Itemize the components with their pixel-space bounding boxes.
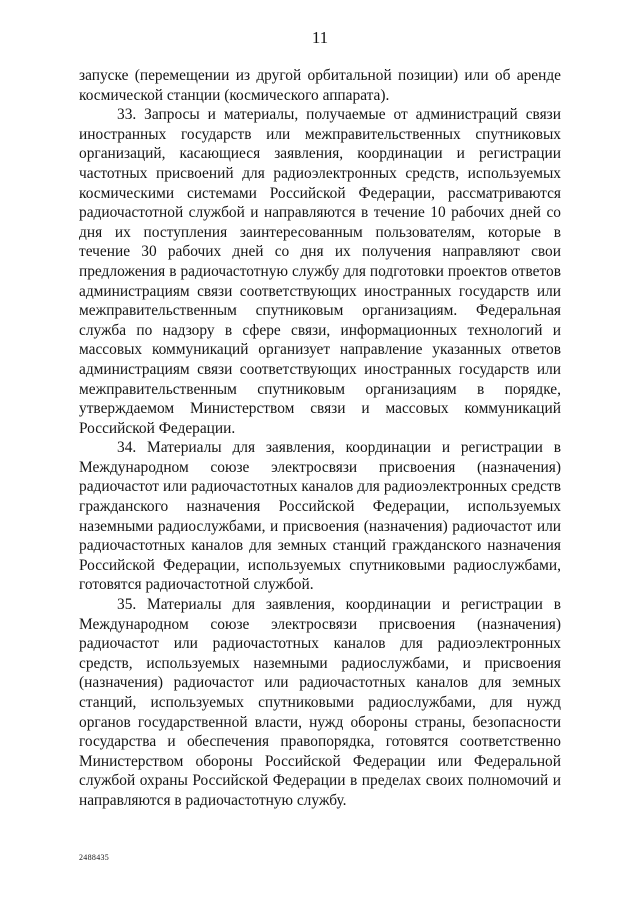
page-number: 11 [311, 28, 329, 47]
paragraph-continuation: запуске (перемещении из другой орбитальной позиции) или об аренде космической станции (космического аппарата). [79, 67, 561, 104]
paragraph-33: 33. Запросы и материалы, получаемые от администраций связи иностранных государств или межправительственных спутниковых организаций, касающиеся заявления, координации и регистрации частотных присвоений для радиоэлектронных средств, используемых космическими системами Российской Федерации, рассматриваются радиочастотной службой и направляются в течение 10 рабочих дней со дня их поступления заинтересованным пользователям, которые в течение 30 рабочих дней со дня их получения направляют свои предложения в радиочастотную службу для подготовки проектов ответов администрациям связи соответствующих иностранных государств или межправительственным спутниковым организациям. Федеральная служба по надзору в сфере связи, информационных технологий и массовых коммуникаций организует направление указанных ответов администрациям связи соответствующих иностранных государств или межправительственным спутниковым организациям в порядке, утверждаемом Министерством связи и массовых коммуникаций Российской Федерации. [79, 106, 561, 437]
document-body [79, 66, 561, 811]
paragraph-35: 35. Материалы для заявления, координации и регистрации в Международном союзе электросвязи присвоения (назначения) радиочастот или радиочастотных каналов для радиоэлектронных средств, используемых наземными радиослужбами, и присвоения (назначения) радиочастот или радиочастотных каналов для земных станций, используемых спутниковыми радиослужбами, для нужд органов государственной власти, нужд обороны страны, безопасности государства и обеспечения правопорядка, готовятся соответственно Министерством обороны Российской Федерации или Федеральной службой охраны Российской Федерации в пределах своих полномочий и направляются в радиочастотную службу. [79, 596, 561, 809]
paragraph-34: 34. Материалы для заявления, координации и регистрации в Международном союзе электросвязи присвоения (назначения) радиочастот или радиочастотных каналов для радиоэлектронных средств гражданского назначения Российской Федерации, используемых наземными радиослужбами, и присвоения (назначения) радиочастот или радиочастотных каналов для земных станций гражданского назначения Российской Федерации, используемых спутниковыми радиослужбами, готовятся радиочастотной службой. [79, 439, 561, 594]
document-code: 2488435 [79, 853, 110, 862]
